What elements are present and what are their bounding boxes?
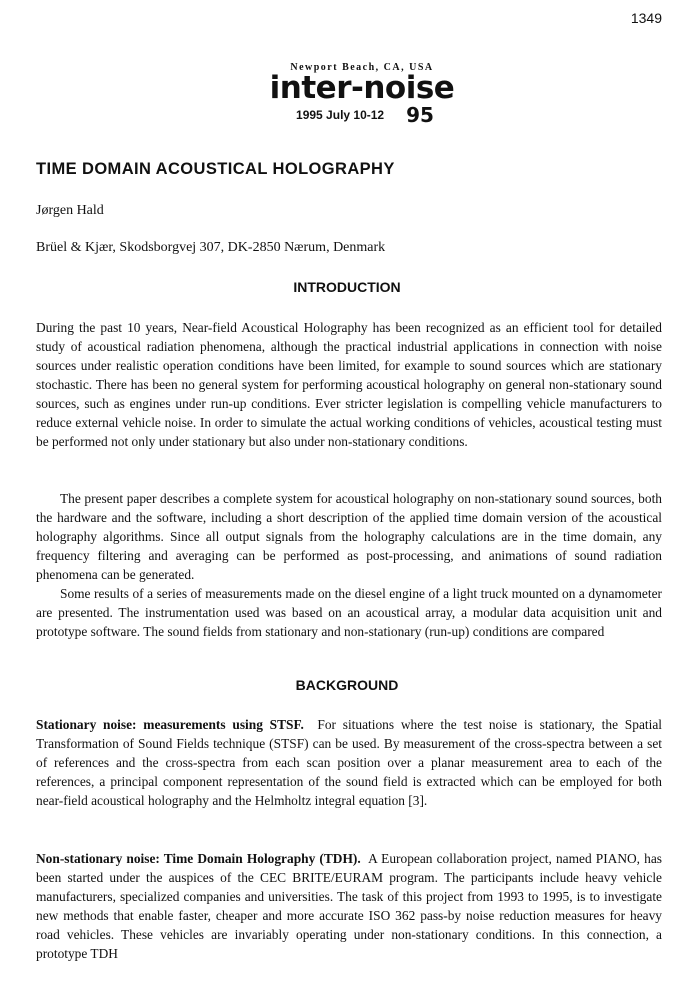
conference-date: 1995 July 10-12 — [296, 108, 385, 122]
intro-paragraph-3: Some results of a series of measurements made on the diesel engine of a light truck mounted on a dynamometer are presented. The instrumentation used was based on an acoustical array, a modular data acquisition unit and prototype software. The sound fields from stationary and non-stationary (run-up) conditions are compared — [36, 586, 662, 639]
conference-logo: inter-noise — [269, 70, 455, 106]
tdh-text: A European collaboration project, named PIANO, has been started under the auspices of the CEC BRITE/EURAM program. The participants include heavy vehicle manufacturers, specialized companies and universities. The task of this project from 1993 to 1995, is to investigate new methods that enable faster, cheaper and more accurate ISO 362 pass-by noise reduction measures for heavy road vehicles. These vehicles are invariably operating under non-stationary conditions. In this connection, a prototype TDH — [36, 851, 662, 961]
intro-paragraph-2: The present paper describes a complete system for acoustical holography on non-stationary sound sources, both the hardware and the software, including a short description of the applied time domain version of the acoustical holography algorithms. Since all output signals from the holography calculations are in the time domain, any frequency filtering and averaging can be performed as post-processing, and animations of sound radiation phenomena can be generated. — [36, 491, 662, 582]
stsf-paragraph — [36, 715, 662, 810]
conference-header — [0, 62, 694, 127]
tdh-heading: Non-stationary noise: Time Domain Holography (TDH). — [36, 851, 361, 866]
background-heading: BACKGROUND — [295, 677, 399, 693]
page-number: 1349 — [630, 10, 662, 26]
stsf-heading: Stationary noise: measurements using STSF. — [36, 717, 304, 732]
introduction-heading: INTRODUCTION — [293, 279, 401, 295]
conference-location: Newport Beach, CA, USA — [290, 62, 434, 73]
author-affiliation: Brüel & Kjær, Skodsborgvej 307, DK-2850 Nærum, Denmark — [36, 240, 386, 255]
paper-title: TIME DOMAIN ACOUSTICAL HOLOGRAPHY — [36, 160, 395, 178]
conference-year: 95 — [406, 103, 434, 127]
tdh-paragraph — [36, 849, 662, 963]
conference-date-row — [36, 103, 694, 127]
author-name: Jørgen Hald — [36, 203, 104, 218]
intro-paragraph-1: During the past 10 years, Near-field Acoustical Holography has been recognized as an efficient tool for detailed study of acoustical radiation phenomena, although the practical industrial applications in connection with noise sources under realistic operation conditions have been limited, for example to sound sources which are stationary stochastic. There has been no general system for performing acoustical holography on general non-stationary sound sources, such as engines under run-up conditions. Ever stricter legislation is compelling vehicle manufacturers to reduce external vehicle noise. In order to simulate the actual working conditions of vehicles, acoustical testing must be performed not only under stationary but also under non-stationary conditions. — [36, 320, 662, 449]
stsf-text: For situations where the test noise is stationary, the Spatial Transformation of Sound Fields technique (STSF) can be used. By measurement of the cross-spectra between a set of references and the cross-spectra from each scan position over a planar measurement area to each of the references, a principal component representation of the sound field is extracted which can be employed for both near-field acoustical holography and the Helmholtz integral equation [3]. — [36, 717, 662, 808]
